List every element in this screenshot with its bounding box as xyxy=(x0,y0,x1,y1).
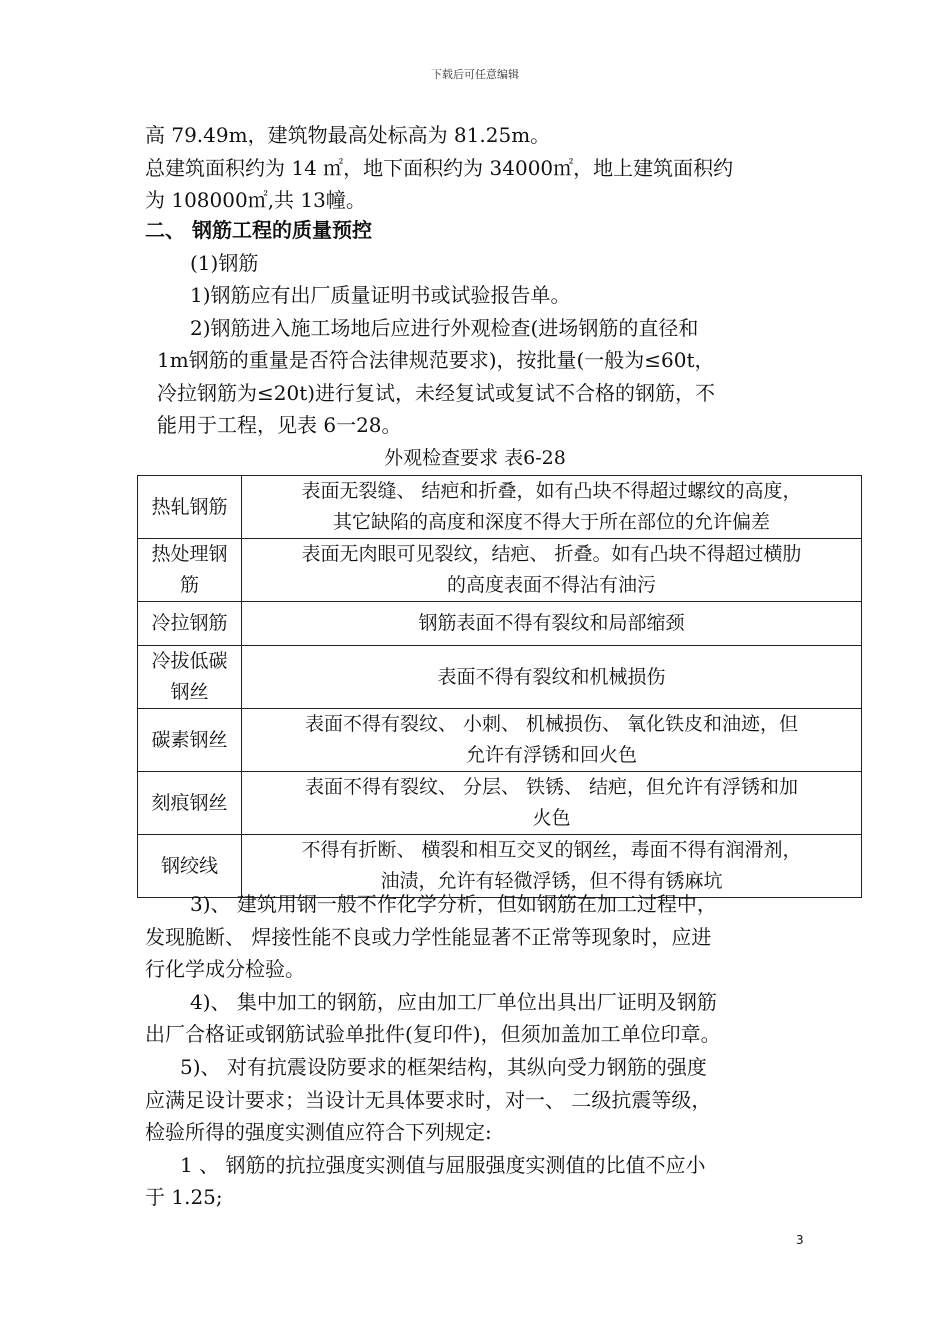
requirement-line: 其它缺陷的高度和深度不得大于所在部位的允许偏差 xyxy=(332,511,770,533)
steel-type-cell xyxy=(138,835,242,898)
item-3-line-3: 行化学成分检验。 xyxy=(145,957,305,981)
item-5-line-1: 5)、 对有抗震设防要求的框架结构，其纵向受力钢筋的强度 xyxy=(180,1055,707,1079)
requirement-line: 表面不得有裂纹、 分层、 铁锈、 结疤，但允许有浮锈和加 xyxy=(304,776,799,798)
item-3-line-2: 发现脆断、 焊接性能不良或力学性能显著不正常等现象时，应进 xyxy=(145,925,712,949)
requirement-line: 表面无裂缝、 结疤和折叠，如有凸块不得超过螺纹的高度， xyxy=(301,480,802,502)
item-1: 1)钢筋应有出厂质量证明书或试验报告单。 xyxy=(190,283,571,307)
steel-type: 碳素钢丝 xyxy=(151,728,228,751)
table-row xyxy=(138,646,862,709)
requirement-line: 油渍，允许有轻微浮锈，但不得有锈麻坑 xyxy=(380,870,723,892)
steel-type: 刻痕钢丝 xyxy=(151,791,228,814)
steel-type-cell xyxy=(138,772,242,835)
requirement-line: 火色 xyxy=(532,807,571,829)
requirement-cell xyxy=(242,646,862,709)
requirement-cell xyxy=(242,772,862,835)
item-2-line-2: 1m钢筋的重量是否符合法律规范要求)，按批量(一般为≤60t， xyxy=(157,348,715,372)
table-row xyxy=(138,602,862,646)
requirement-cell xyxy=(242,539,862,602)
table-row xyxy=(138,772,862,835)
steel-type: 钢丝 xyxy=(170,681,209,703)
requirement-cell xyxy=(242,709,862,772)
requirement-line: 表面不得有裂纹和机械损伤 xyxy=(437,665,666,688)
item-5-line-2: 应满足设计要求；当设计无具体要求时，对一、 二级抗震等级， xyxy=(145,1088,712,1112)
requirement-line: 的高度表面不得沾有油污 xyxy=(446,574,656,596)
page-header-note: 下载后可任意编辑 xyxy=(431,68,519,81)
rule-1-line-2: 于 1.25; xyxy=(145,1185,223,1209)
table-caption: 外观检查要求 表6-28 xyxy=(384,447,566,469)
table-row xyxy=(138,476,862,539)
table-row xyxy=(138,709,862,772)
section-heading: 二、 钢筋工程的质量预控 xyxy=(145,218,372,242)
steel-type: 热轧钢筋 xyxy=(151,495,228,518)
requirement-line: 不得有折断、 横裂和相互交叉的钢丝，毒面不得有润滑剂， xyxy=(301,839,802,861)
intro-line-3: 为 108000㎡,共 13幢。 xyxy=(145,188,366,212)
requirement-line: 表面不得有裂纹、 小刺、 机械损伤、 氧化铁皮和油迹，但 xyxy=(304,713,799,735)
steel-type: 筋 xyxy=(179,574,199,596)
requirement-line: 钢筋表面不得有裂纹和局部缩颈 xyxy=(418,612,685,634)
item-3-line-1: 3)、 建筑用钢一般不作化学分析，但如钢筋在加工过程中， xyxy=(190,892,717,916)
item-4-line-1: 4)、 集中加工的钢筋，应由加工厂单位出具出厂证明及钢筋 xyxy=(190,990,717,1014)
intro-line-1: 高 79.49m，建筑物最高处标高为 81.25m。 xyxy=(145,123,551,147)
steel-type-cell xyxy=(138,602,242,646)
steel-type: 冷拔低碳 xyxy=(151,650,228,672)
rule-1-line-1: 1 、 钢筋的抗拉强度实测值与屈服强度实测值的比值不应小 xyxy=(180,1153,706,1177)
item-2-line-1: 2)钢筋进入施工场地后应进行外观检查(进场钢筋的直径和 xyxy=(190,316,699,340)
table-row xyxy=(138,835,862,898)
requirement-line: 表面无肉眼可见裂纹，结疤、 折叠。如有凸块不得超过横肋 xyxy=(301,543,802,565)
page-number: 3 xyxy=(796,1233,804,1247)
steel-type: 冷拉钢筋 xyxy=(151,612,228,634)
steel-type-cell xyxy=(138,539,242,602)
inspection-table xyxy=(137,475,862,898)
item-2-line-4: 能用于工程，见表 6一28。 xyxy=(157,413,402,437)
item-2-line-3: 冷拉钢筋为≤20t)进行复试，未经复试或复试不合格的钢筋，不 xyxy=(157,381,716,405)
requirement-line: 允许有浮锈和回火色 xyxy=(465,744,637,766)
steel-type-cell xyxy=(138,476,242,539)
requirement-cell xyxy=(242,476,862,539)
requirement-cell xyxy=(242,835,862,898)
steel-type-cell xyxy=(138,646,242,709)
intro-line-2: 总建筑面积约为 14 ㎡，地下面积约为 34000㎡，地上建筑面积约 xyxy=(145,156,734,180)
item-4-line-2: 出厂合格证或钢筋试验单批件(复印件)，但须加盖加工单位印章。 xyxy=(145,1022,721,1046)
steel-type: 钢绞线 xyxy=(160,854,218,877)
item-5-line-3: 检验所得的强度实测值应符合下列规定: xyxy=(145,1120,492,1144)
requirement-cell xyxy=(242,602,862,646)
steel-type-cell xyxy=(138,709,242,772)
table-row xyxy=(138,539,862,602)
steel-type: 热处理钢 xyxy=(151,543,228,565)
subsection-steel: (1)钢筋 xyxy=(190,251,259,275)
